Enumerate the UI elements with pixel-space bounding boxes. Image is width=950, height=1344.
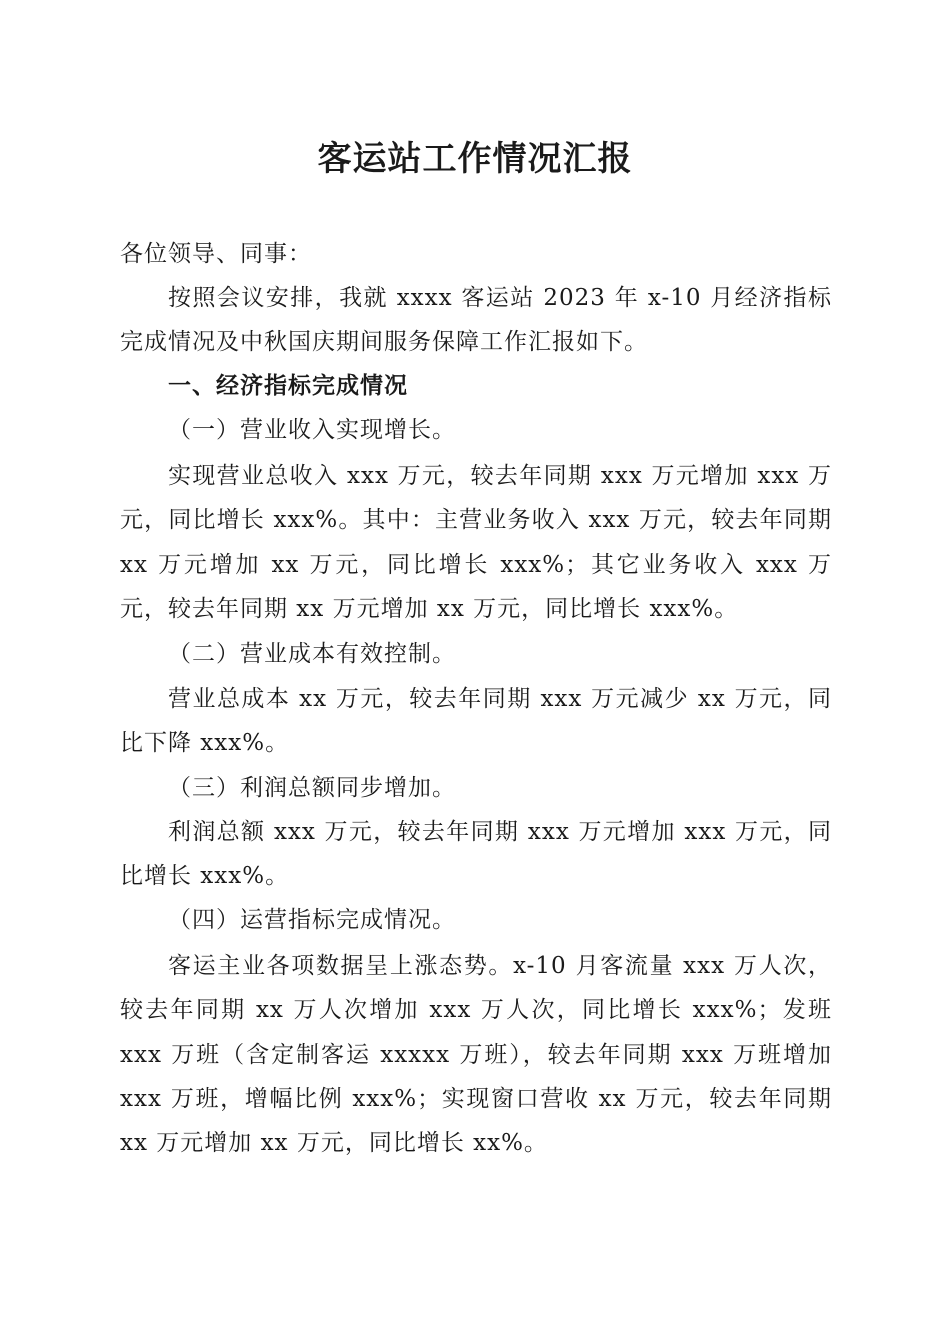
- cost-paragraph: 营业总成本 xx 万元，较去年同期 xxx 万元减少 xx 万元，同比下降 xxx%。: [120, 686, 832, 757]
- revenue-paragraph: 实现营业总收入 xxx 万元，较去年同期 xxx 万元增加 xxx 万元，同比增长 xxx%。其中：主营业务收入 xxx 万元，较去年同期 xx 万元增加 xx 万元，同比增长 xxx%；其它业务收入 xxx 万元，较去年同期 xx 万元增加 xx 万元，同比增长 xxx%。: [120, 463, 832, 622]
- subsection-heading-revenue: （一）营业收入实现增长。: [168, 417, 456, 443]
- subsection-heading-operations: （四）运营指标完成情况。: [168, 907, 456, 933]
- document-title: 客运站工作情况汇报: [317, 139, 633, 179]
- section-heading-economic-indicators: 一、经济指标完成情况: [168, 373, 408, 399]
- intro-paragraph: 按照会议安排，我就 xxxx 客运站 2023 年 x-10 月经济指标完成情况及中秋国庆期间服务保障工作汇报如下。: [120, 285, 832, 356]
- greeting-line: 各位领导、同事：: [120, 241, 312, 267]
- profit-paragraph: 利润总额 xxx 万元，较去年同期 xxx 万元增加 xxx 万元，同比增长 xxx%。: [120, 819, 832, 890]
- subsection-heading-cost: （二）营业成本有效控制。: [168, 641, 456, 667]
- subsection-heading-profit: （三）利润总额同步增加。: [168, 775, 456, 801]
- operations-paragraph: 客运主业各项数据呈上涨态势。x-10 月客流量 xxx 万人次，较去年同期 xx 万人次增加 xxx 万人次，同比增长 xxx%；发班 xxx 万班（含定制客运 xxxxx 万班），较去年同期 xxx 万班增加 xxx 万班，增幅比例 xxx%；实现窗口营收 xx 万元，较去年同期 xx 万元增加 xx 万元，同比增长 xx%。: [120, 953, 832, 1157]
